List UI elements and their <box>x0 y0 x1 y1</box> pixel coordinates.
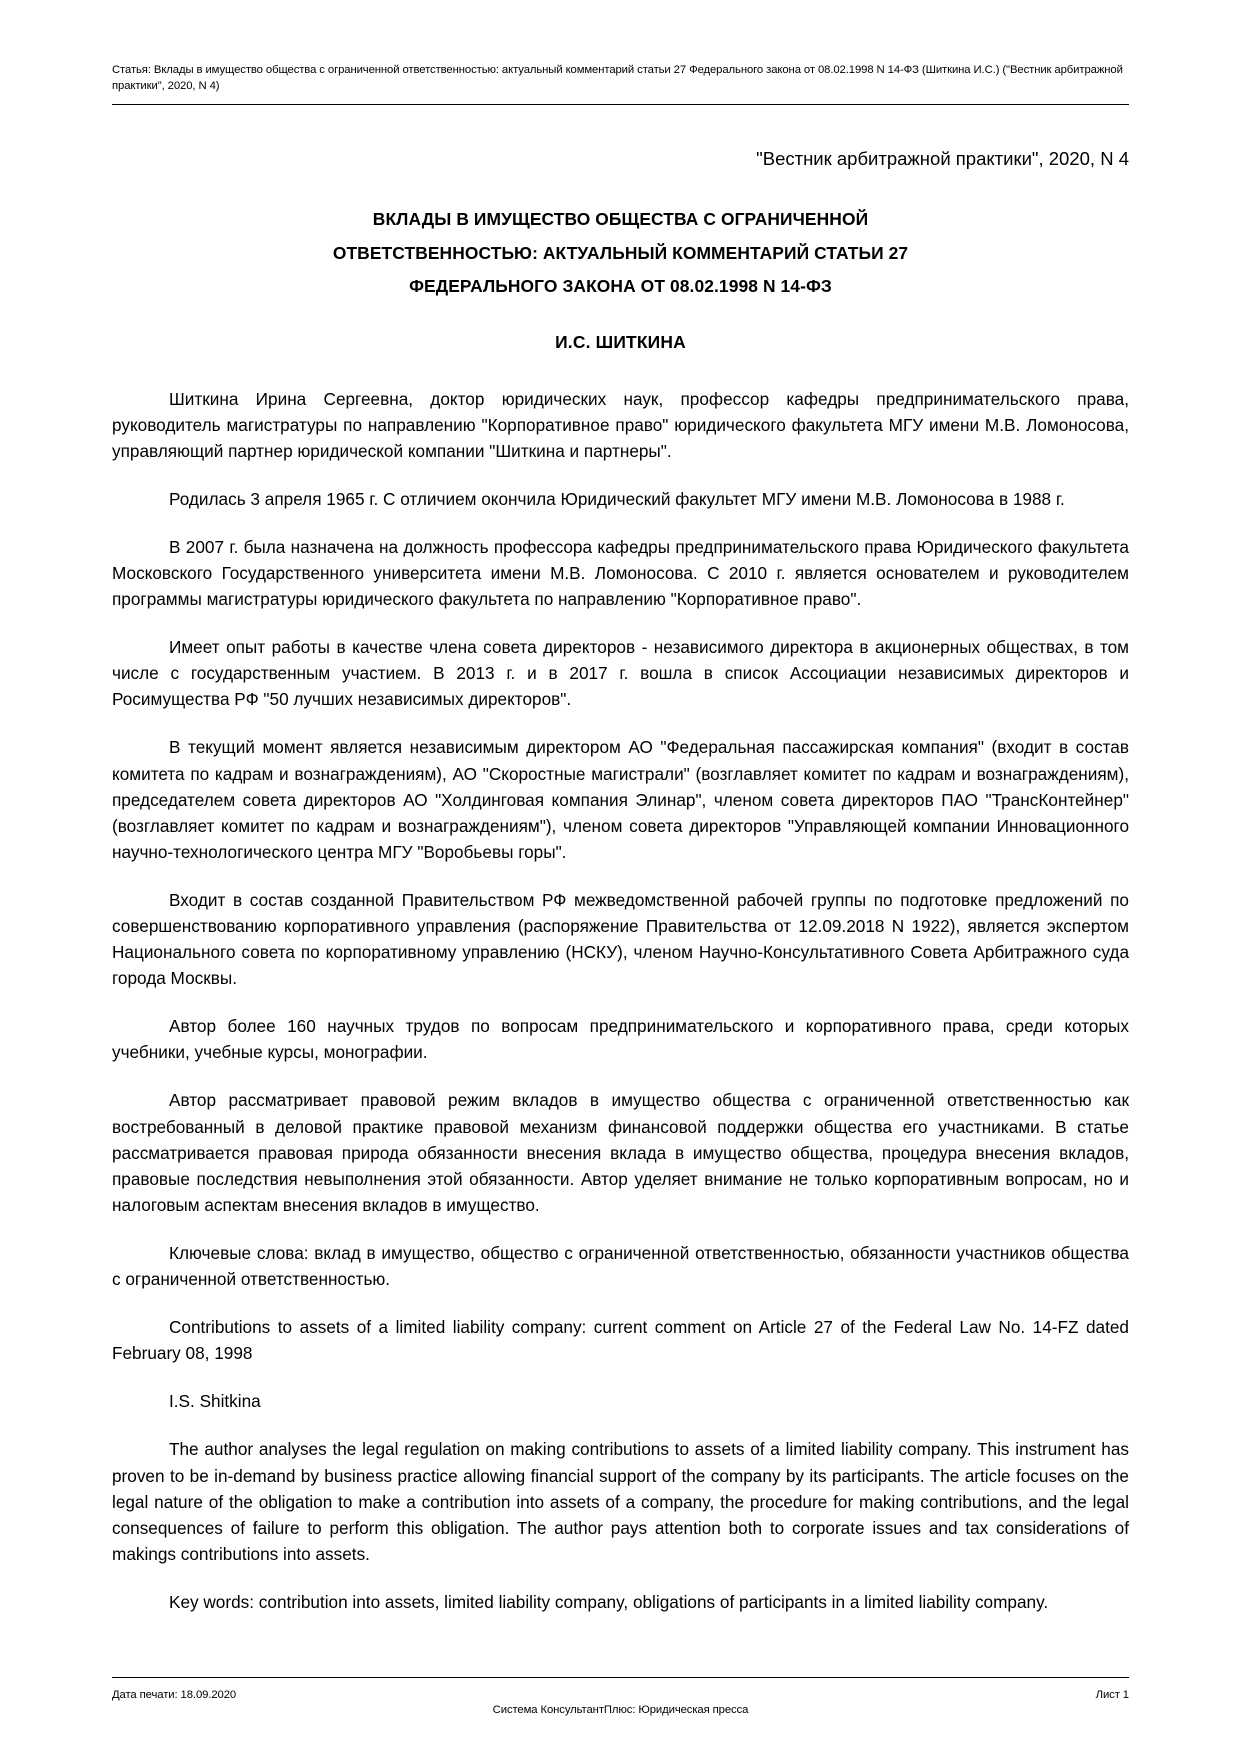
page-content-area <box>112 0 1129 1755</box>
journal-reference: "Вестник арбитражной практики", 2020, N 4 <box>756 148 1129 169</box>
page-footer <box>112 1677 1129 1716</box>
paragraph-abstract-en: The author analyses the legal regulation on making contributions to assets of a limited liability company. This instrument has proven to be in-demand by business practice allowing financial support of the company by its participants. The article focuses on the legal nature of the obligation to make a contribution into assets of a company, the procedure for making contributions, and the legal consequences of failure to perform this obligation. The author pays attention both to corporate issues and tax considerations of makings contributions into assets. <box>112 1439 1129 1564</box>
paragraph-working-group: Входит в состав созданной Правительством РФ межведомственной рабочей группы по подготовке предложений по совершенствованию корпоративного управления (распоряжение Правительства от 12.09.2018 N 1922), является экспертом Национального совета по корпоративному управлению (НСКУ), членом Научно-Консультативного Совета Арбитражного суда города Москвы. <box>112 889 1129 989</box>
footer-page-label: Лист 1 <box>1095 1689 1129 1701</box>
page-title <box>112 206 1129 301</box>
paragraph-birth: Родилась 3 апреля 1965 г. С отличием окончила Юридический факультет МГУ имени М.В. Ломоносова в 1988 г. <box>169 488 1065 509</box>
author-name: И.С. ШИТКИНА <box>555 331 686 352</box>
paragraph-author-en: I.S. Shitkina <box>169 1391 261 1412</box>
footer-system-name: Система КонсультантПлюс: Юридическая пресса <box>492 1704 749 1716</box>
paragraph-appointment: В 2007 г. была назначена на должность профессора кафедры предпринимательского права Юридического факультета Московского Государственного университета имени М.В. Ломоносова. С 2010 г. является основателем и руководителем программы магистратуры юридического факультета по направлению "Корпоративное право". <box>112 536 1129 610</box>
title-line-2: ОТВЕТСТВЕННОСТЬЮ: АКТУАЛЬНЫЙ КОММЕНТАРИЙ СТАТЬИ 27 <box>332 242 909 263</box>
paragraph-bio-intro: Шиткина Ирина Сергеевна, доктор юридических наук, профессор кафедры предпринимательского права, руководитель магистратуры по направлению "Корпоративное право" юридического факультета МГУ имени М.В. Ломоносова, управляющий партнер юридической компании "Шиткина и партнеры". <box>112 388 1129 461</box>
paragraph-keywords-en: Key words: contribution into assets, limited liability company, obligations of participants in a limited liability company. <box>169 1591 1049 1612</box>
paragraph-current-roles: В текущий момент является независимым директором АО "Федеральная пассажирская компания" (входит в состав комитета по кадрам и вознаграждениям), АО "Скоростные магистрали" (возглавляет комитет по кадрам и вознаграждениям), председателем совета директоров АО "Холдинговая компания Элинар", членом совета директоров ПАО "ТрансКонтейнер" (возглавляет комитет по кадрам и вознаграждениям"), членом совета директоров "Управляющей компании Инновационного научно-технологического центра МГУ "Воробьевы горы". <box>112 737 1129 862</box>
running-header <box>112 62 1129 105</box>
paragraph-publications: Автор более 160 научных трудов по вопросам предпринимательского и корпоративного права, среди которых учебники, учебные курсы, монографии. <box>112 1016 1129 1063</box>
paragraph-abstract-ru: Автор рассматривает правовой режим вкладов в имущество общества с ограниченной ответственностью как востребованный в деловой практике правовой механизм финансовой поддержки общества его участниками. В статье рассматривается правовая природа обязанности внесения вклада в имущество общества, процедура внесения вкладов, правовые последствия невыполнения этой обязанности. Автор уделяет внимание не только корпоративным вопросам, но и налоговым аспектам внесения вкладов в имущество. <box>112 1090 1129 1215</box>
title-line-3: ФЕДЕРАЛЬНОГО ЗАКОНА ОТ 08.02.1998 N 14-ФЗ <box>409 276 832 296</box>
running-header-title: Статья: Вклады в имущество общества с ограниченной ответственностью: актуальный комментарий статьи 27 Федерального закона от 08.02.1998 N 14-ФЗ (Шиткина И.С.) ("Вестник арбитражной практики", 2020, N 4) <box>112 64 1123 92</box>
paragraph-title-en: Contributions to assets of a limited liability company: current comment on Article 27 of the Federal Law No. 14-FZ dated February 08, 1998 <box>112 1317 1129 1364</box>
document-body <box>112 146 1129 1615</box>
title-line-1: ВКЛАДЫ В ИМУЩЕСТВО ОБЩЕСТВА С ОГРАНИЧЕННОЙ <box>372 209 869 229</box>
header-divider <box>112 104 1129 105</box>
footer-print-date: Дата печати: 18.09.2020 <box>112 1689 237 1701</box>
footer-divider <box>112 1677 1129 1678</box>
paragraph-board-experience: Имеет опыт работы в качестве члена совета директоров - независимого директора в акционерных обществах, в том числе с государственным участием. В 2013 г. и в 2017 г. вошла в список Ассоциации независимых директоров и Росимущества РФ "50 лучших независимых директоров". <box>112 637 1129 710</box>
paragraph-keywords-ru: Ключевые слова: вклад в имущество, общество с ограниченной ответственностью, обязанности участников общества с ограниченной ответственностью. <box>112 1242 1129 1290</box>
